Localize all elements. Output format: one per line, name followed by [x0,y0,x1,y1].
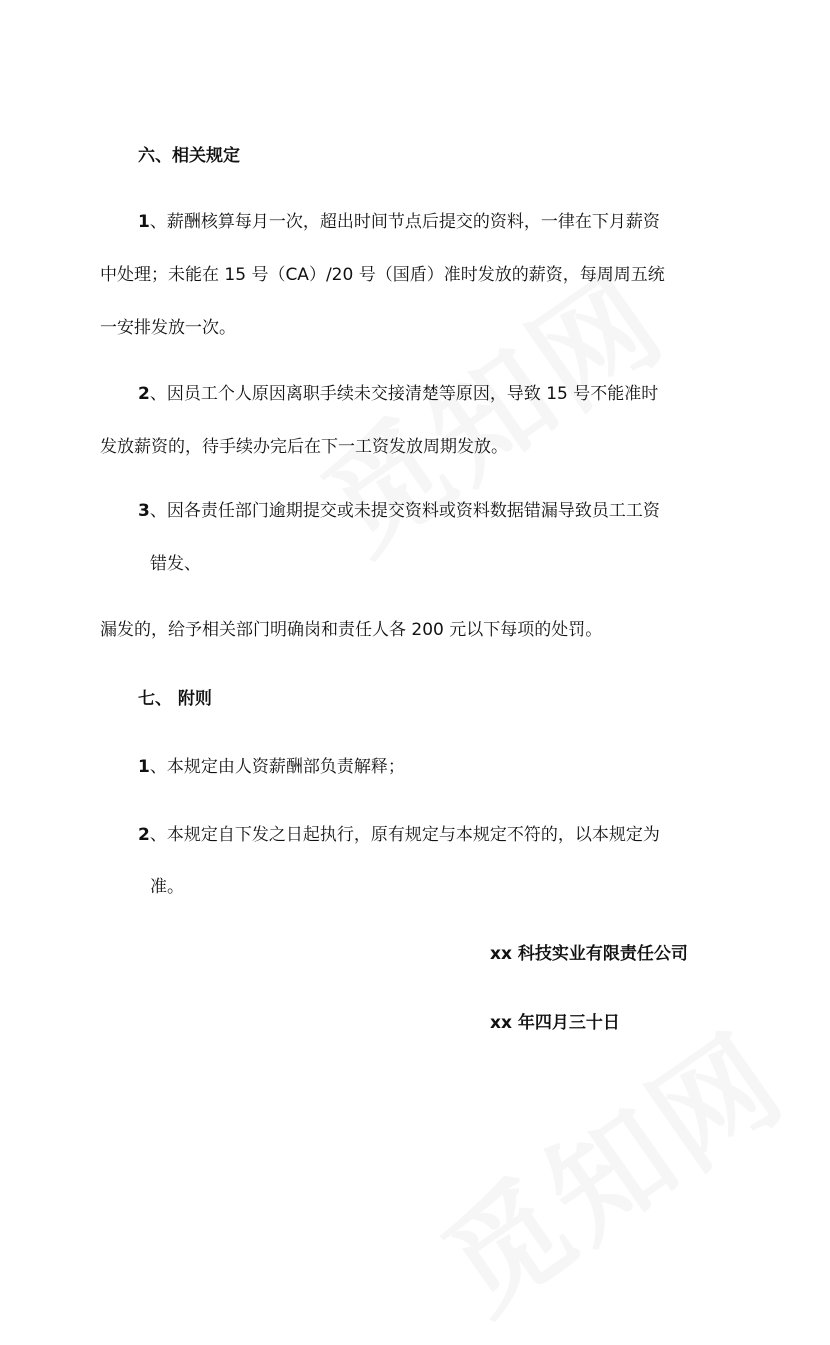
item-text: 、薪酬核算每月一次，超出时间节点后提交的资料，一律在下月薪资 [149,212,660,232]
item-text: 、本规定由人资薪酬部负责解释； [149,757,405,777]
item-number: 3 [138,501,150,521]
signature-company: xx 科技实业有限责任公司 [490,944,688,964]
item-number: 1 [138,212,150,232]
section6-item3-line1 [138,496,660,521]
section6-item1-line3: 一安排发放一次。 [100,318,236,338]
item-number: 2 [138,384,150,404]
item-text: 、因员工个人原因离职手续未交接清楚等原因，导致 15 号不能准时 [149,384,659,404]
item-text: 、因各责任部门逾期提交或未提交资料或资料数据错漏导致员工工资 [149,501,660,521]
item-number: 1 [138,757,150,777]
section6-item2-line2: 发放薪资的，待手续办完后在下一工资发放周期发放。 [100,437,508,457]
section6-item2-line1 [138,379,658,404]
section6-item3-line2: 错发、 [150,554,201,574]
section6-item1-line2: 中处理；未能在 15 号（CA）/20 号（国盾）准时发放的薪资，每周周五统 [100,265,665,285]
signature-date: xx 年四月三十日 [490,1013,620,1033]
watermark [405,987,813,1345]
section6-item3-line3: 漏发的，给予相关部门明确岗和责任人各 200 元以下每项的处罚。 [100,620,603,640]
section7-item2-line1 [138,820,660,845]
section7-item1-line1 [138,752,405,777]
item-number: 2 [138,825,150,845]
section7-item2-line2: 准。 [150,877,184,897]
item-text: 、本规定自下发之日起执行，原有规定与本规定不符的，以本规定为 [149,825,660,845]
section6-item1-line1 [138,207,660,232]
section-heading-6: 六、相关规定 [138,146,240,166]
section-heading-7: 七、 附则 [138,689,212,709]
